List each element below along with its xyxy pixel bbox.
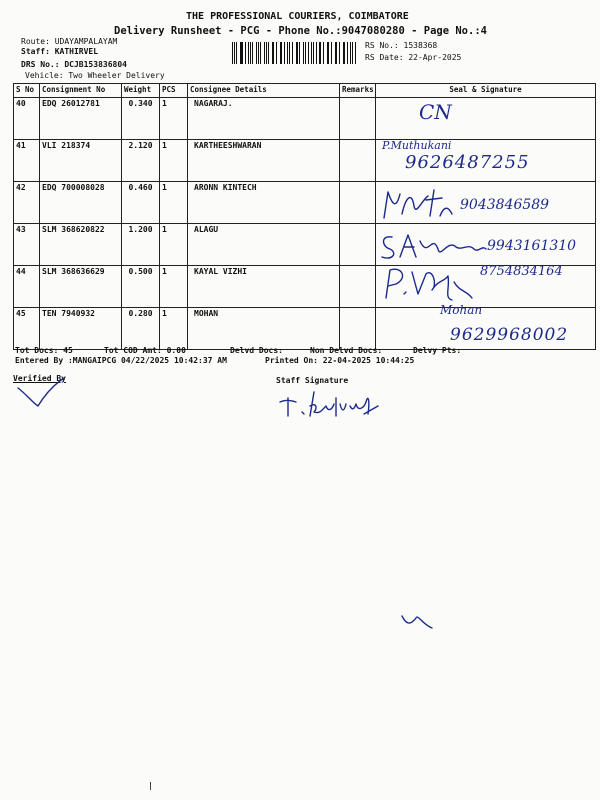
cell-remarks [340,308,376,350]
cell-sno: 45 [14,308,40,350]
barcode-bar [320,42,321,64]
cell-sno: 40 [14,98,40,140]
barcode-bar [260,42,261,64]
cell-weight: 0.500 [122,266,160,308]
cell-sno: 42 [14,182,40,224]
cell-pcs: 1 [160,140,188,182]
cell-consignment: TEN 7940932 [40,308,122,350]
col-sno: S No [14,84,40,98]
cell-consignee: MOHAN [188,308,340,350]
signature-phone-row-43: 9943161310 [487,238,577,254]
signature-phone-row-41: 9626487255 [405,152,530,173]
cell-remarks [340,266,376,308]
rs-date: RS Date: 22-Apr-2025 [365,53,462,62]
barcode-bar [323,42,324,64]
barcode-bar [232,42,233,64]
cell-pcs: 1 [160,98,188,140]
cell-consignee: ARONN KINTECH [188,182,340,224]
runsheet-title: Delivery Runsheet - PCG - Phone No.:9047080280 - Page No.:4 [114,25,487,37]
signature-row-40: CN [419,100,452,124]
total-docs: Tot Docs: 45 [15,346,73,355]
cell-consignee: ALAGU [188,224,340,266]
signature-name-row-45: Mohan [440,303,483,317]
cell-weight: 1.200 [122,224,160,266]
drs-number: DRS No.: DCJB153836804 [21,60,127,69]
cell-pcs: 1 [160,266,188,308]
signature-phone-row-42: 9043846589 [460,197,550,213]
barcode-bar [280,42,281,64]
page-mark [150,782,151,790]
verified-by-label: Verified By [13,374,66,383]
signature-scribble-row-42 [378,186,458,226]
barcode-bar [305,42,306,64]
cell-pcs: 1 [160,224,188,266]
barcode-bar [240,42,241,64]
cell-sno: 43 [14,224,40,266]
cell-consignment: SLM 368620822 [40,224,122,266]
cell-sno: 44 [14,266,40,308]
cell-consignee: NAGARAJ. [188,98,340,140]
printed-on: Printed On: 22-04-2025 10:44:25 [265,356,415,365]
vehicle-label: Vehicle: Two Wheeler Delivery [25,71,165,80]
route-label: Route: UDAYAMPALAYAM [21,37,118,46]
cell-weight: 0.460 [122,182,160,224]
col-remarks: Remarks [340,84,376,98]
barcode-bar [350,42,351,64]
staff-signature-label: Staff Signature [276,376,349,385]
cell-consignment: EDQ 26012781 [40,98,122,140]
col-weight: Weight [122,84,160,98]
cell-consignment: EDQ 700008028 [40,182,122,224]
barcode-bar [241,42,242,64]
barcode-bar [252,42,253,64]
barcode-bar [336,42,337,64]
cell-consignee: KAYAL VIZHI [188,266,340,308]
barcode-bar [256,42,257,64]
cell-weight: 2.120 [122,140,160,182]
cell-consignment: SLM 368636629 [40,266,122,308]
cell-consignment: VLI 218374 [40,140,122,182]
non-delivered-docs: Non Delvd Docs: [310,346,383,355]
verified-by-signature [12,376,72,410]
cell-sno: 41 [14,140,40,182]
col-consignee: Consignee Details [188,84,340,98]
cell-remarks [340,224,376,266]
cell-consignee: KARTHEESHWARAN [188,140,340,182]
entered-by: Entered By :MANGAIPCG 04/22/2025 10:42:37 AM [15,356,227,365]
signature-name-row-41: P.Muthukani [382,139,452,152]
barcode-bar [344,42,345,64]
barcode [232,42,358,64]
barcode-bar [313,42,314,64]
cell-weight: 0.280 [122,308,160,350]
cell-remarks [340,98,376,140]
barcode-bar [299,42,300,64]
col-seal-signature: Seal & Signature [376,84,596,98]
signature-phone-row-45: 9629968002 [450,325,569,345]
cell-seal-signature [376,98,596,140]
rs-number: RS No.: 1538368 [365,41,438,50]
pen-mark [398,610,438,634]
cell-remarks [340,182,376,224]
barcode-bar [268,42,269,64]
staff-label: Staff: KATHIRVEL [21,47,99,56]
signature-scribble-row-43 [378,229,488,263]
delivery-points: Delvy Pts: [413,346,462,355]
barcode-bar [287,42,288,64]
signature-scribble-row-44 [378,262,478,304]
barcode-bar [331,42,332,64]
table-row [14,98,596,140]
cell-weight: 0.340 [122,98,160,140]
cell-remarks [340,140,376,182]
company-title: THE PROFESSIONAL COURIERS, COIMBATORE [186,11,409,22]
table-header-row [14,84,596,98]
signature-phone-row-44: 8754834164 [480,264,563,279]
barcode-bar [276,42,277,64]
staff-signature [278,388,388,422]
delivered-docs: Delvd Docs: [230,346,283,355]
cell-pcs: 1 [160,182,188,224]
col-pcs: PCS [160,84,188,98]
total-cod: Tot COD Amt: 0.00 [104,346,186,355]
cell-pcs: 1 [160,308,188,350]
runsheet-table [13,83,596,350]
col-consignment: Consignment No [40,84,122,98]
barcode-bar [292,42,293,64]
